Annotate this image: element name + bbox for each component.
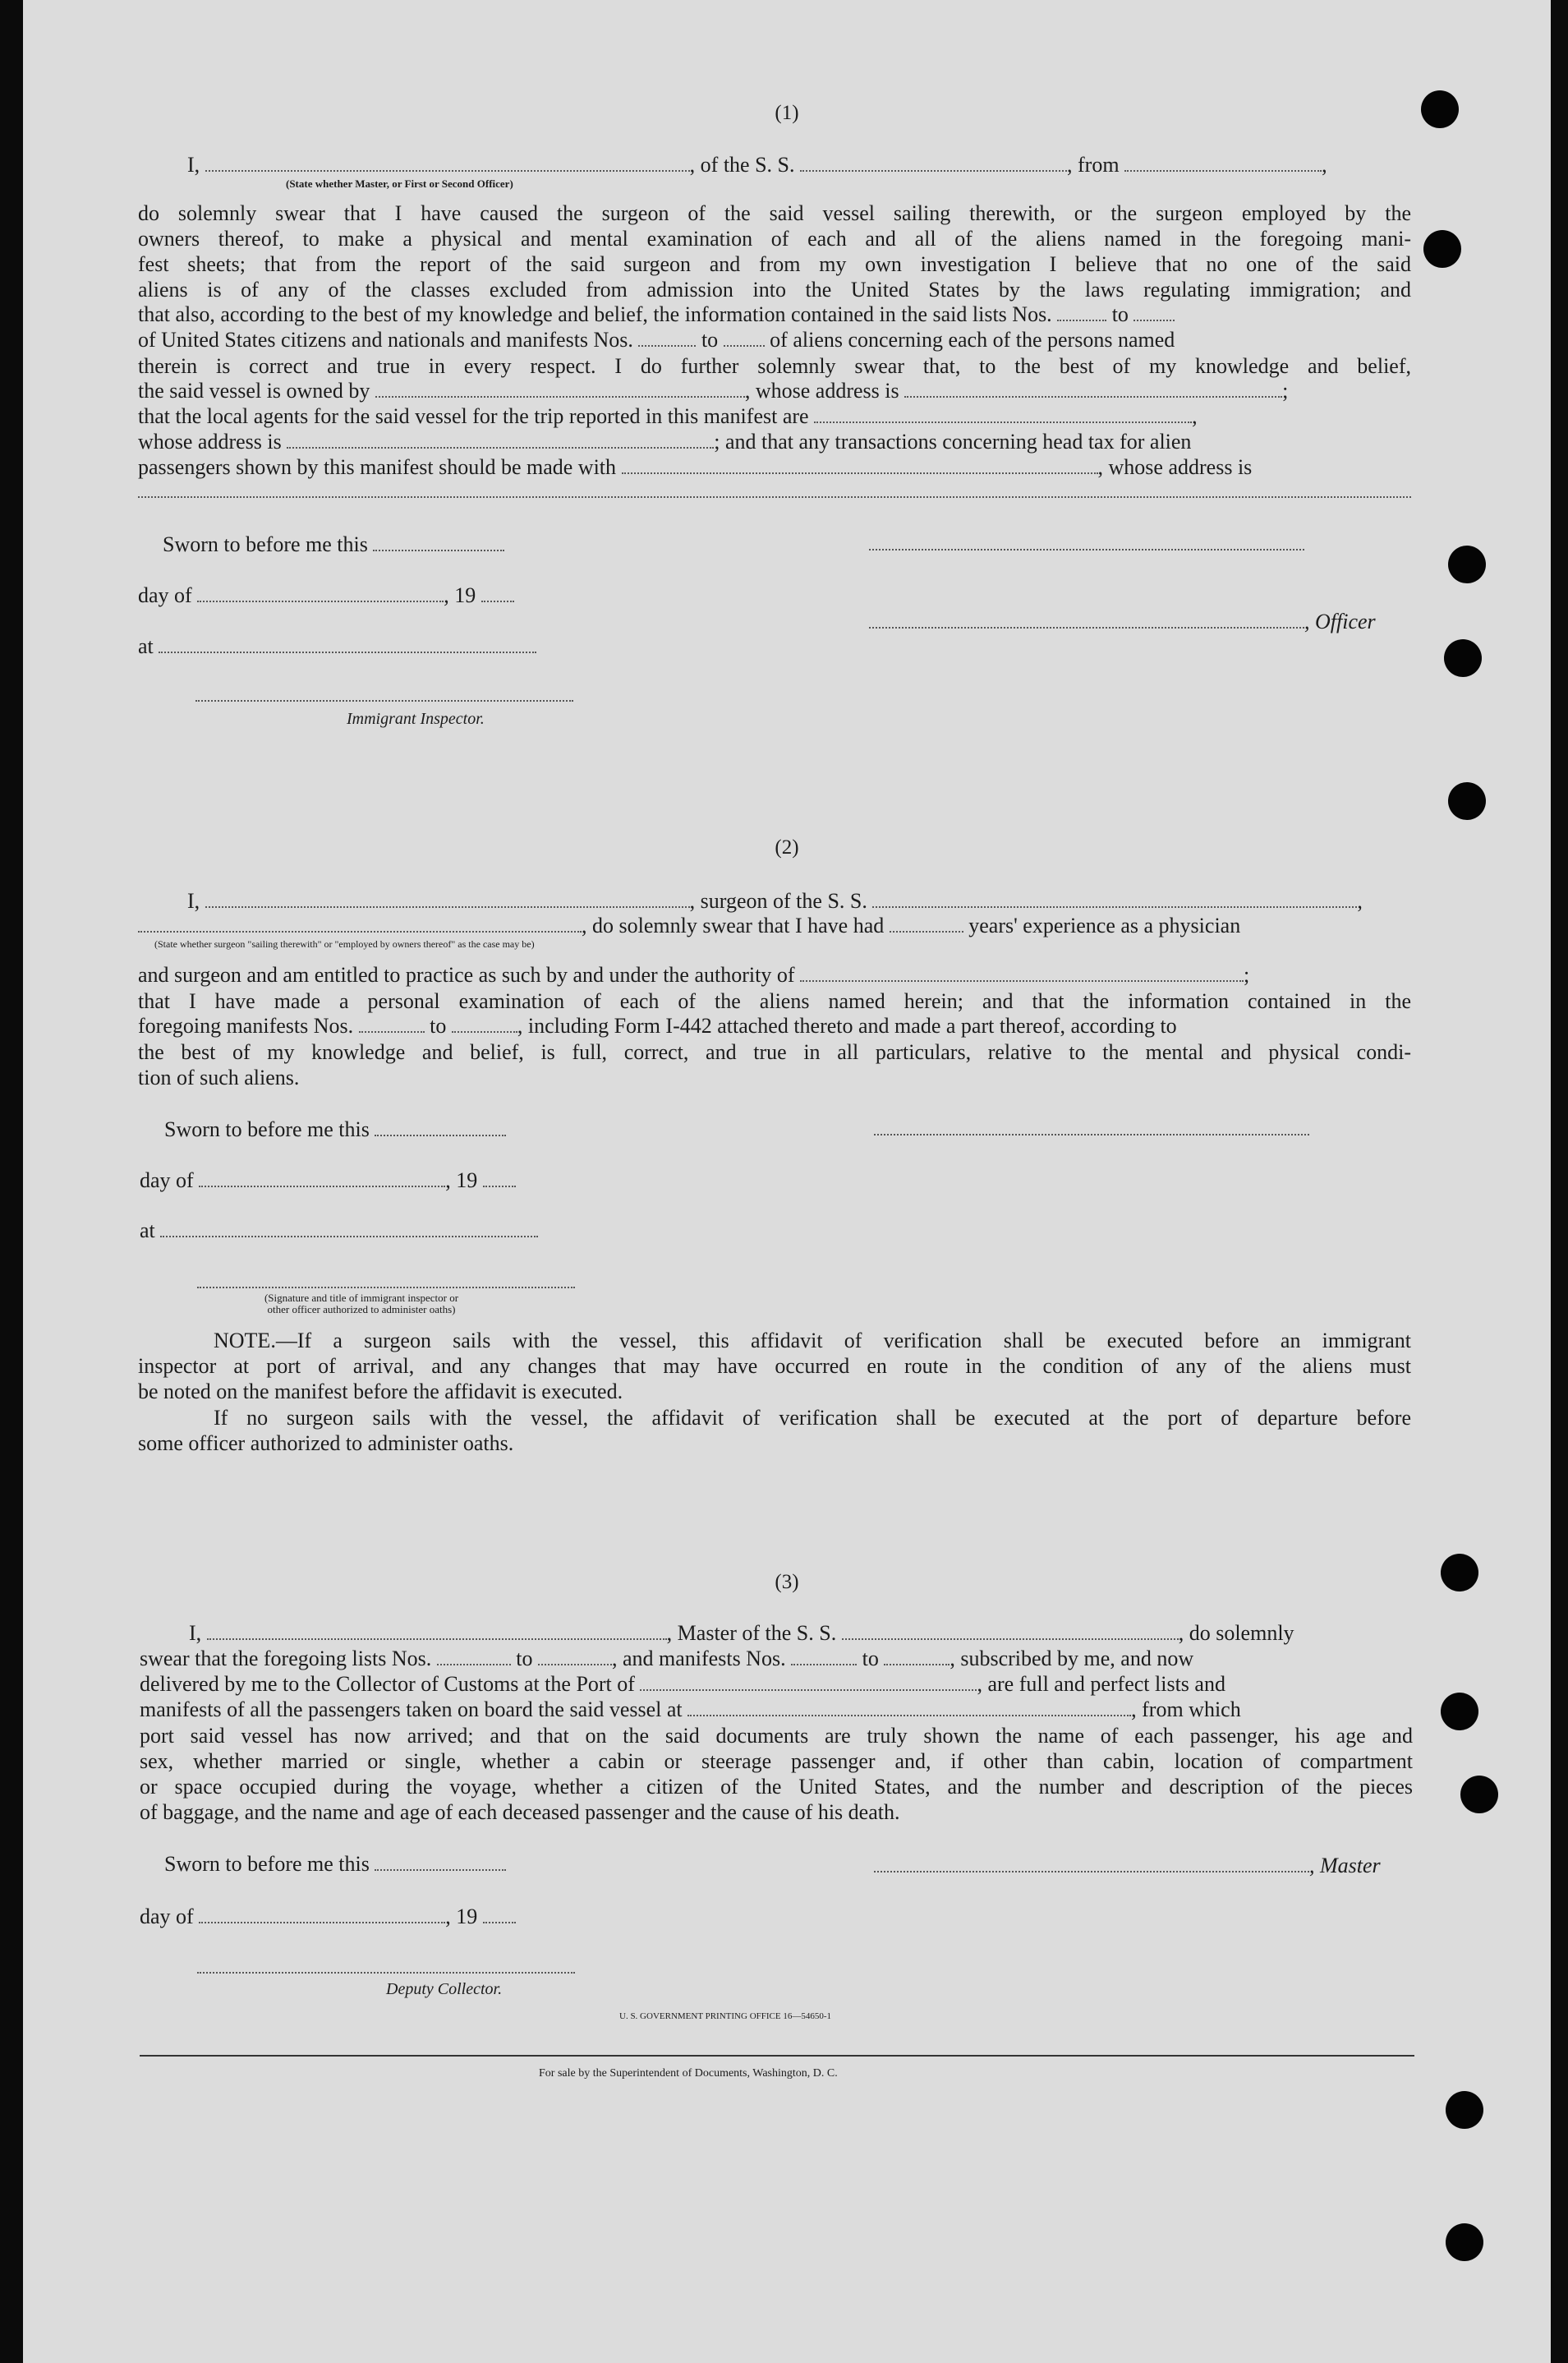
s2-surgeon-line — [187, 889, 1363, 914]
s2-sig-note-line: other officer authorized to administer oaths) — [267, 1303, 456, 1315]
s2-ship-field[interactable] — [872, 890, 1357, 908]
s1-i-label: I, — [187, 153, 200, 177]
s3-boarded-tail: , from which — [1131, 1697, 1241, 1721]
s3-master-signature-line — [874, 1854, 1381, 1878]
s1-owner-field[interactable] — [375, 380, 745, 398]
s2-year-label: , 19 — [445, 1168, 478, 1192]
s2-note-text: If a surgeon sails with the vessel, this affidavit of verification shall be executed before an immigrant — [297, 1329, 1411, 1352]
s1-para-line: aliens is of any of the classes excluded from admission into the United States by the laws regulating immigration; and — [138, 278, 1411, 302]
s2-sig-note-line: (Signature and title of immigrant inspector or — [264, 1292, 459, 1304]
s1-day-line — [138, 583, 514, 608]
s2-note-label: NOTE.— — [214, 1329, 297, 1352]
s1-para-line: do solemnly swear that I have caused the surgeon of the said vessel sailing therewith, or the surgeon employed by the — [138, 201, 1411, 225]
s1-head-tax-contact-field[interactable] — [622, 456, 1098, 474]
s2-sworn-line — [164, 1117, 506, 1142]
s3-sworn-text: Sworn to before me this — [164, 1852, 370, 1876]
s2-authority-end: ; — [1244, 963, 1250, 987]
s1-para-line: owners thereof, to make a physical and mental examination of each and all of the aliens named in the foregoing mani- — [138, 227, 1411, 251]
s1-lists-to: to — [1111, 302, 1129, 326]
s1-officer-signature-line — [869, 610, 1376, 634]
s2-para-line: the best of my knowledge and belief, is full, correct, and true in all particulars, relative to the mental and physical condi- — [138, 1040, 1411, 1064]
s2-note — [138, 1328, 1411, 1404]
s2-surgeon-note: (State whether surgeon "sailing therewith" or "employed by owners thereof" as the case may be) — [154, 938, 535, 950]
s3-paragraph — [140, 1723, 1413, 1825]
s1-from-field[interactable] — [1124, 154, 1322, 172]
s2-at-line — [140, 1218, 538, 1243]
s2-at-label: at — [140, 1218, 155, 1242]
s1-sworn-field[interactable] — [373, 533, 504, 551]
s1-year-label: , 19 — [444, 583, 476, 607]
s3-boarded-line — [140, 1697, 1241, 1722]
s2-manifests-to-field[interactable] — [452, 1015, 517, 1033]
s1-correct-text: therein is correct and true in every respect. I do further solemnly swear that, to the best of my knowledge and belief, — [138, 354, 1411, 378]
s1-manifests-line — [138, 328, 1175, 352]
binder-hole — [1446, 2223, 1483, 2261]
s3-year-field[interactable] — [483, 1905, 516, 1923]
s3-day-field[interactable] — [199, 1905, 445, 1923]
sale-notice: For sale by the Superintendent of Documents, Washington, D. C. — [539, 2067, 838, 2080]
s3-year-label: , 19 — [445, 1905, 478, 1928]
s3-port-line — [140, 1672, 1225, 1697]
s1-inspector-signature-field[interactable] — [195, 700, 573, 702]
s2-surgeon-label: , surgeon of the S. S. — [689, 889, 867, 913]
s1-manifests-from-field[interactable] — [638, 329, 696, 347]
s2-form-tail: , including Form I-442 attached thereto and made a part thereof, according to — [517, 1014, 1177, 1038]
s2-note2-text: If no surgeon sails with the vessel, the affidavit of verification shall be executed at the port of departure before — [214, 1406, 1411, 1430]
s2-paragraph — [138, 988, 1411, 1014]
s1-passengers-text: passengers shown by this manifest should be made with — [138, 455, 617, 479]
s1-head-tax-text: ; and that any transactions concerning head tax for alien — [714, 430, 1192, 454]
s2-manifests-from-field[interactable] — [359, 1015, 425, 1033]
s3-para-line: port said vessel has now arrived; and that on the said documents are truly shown the name of each passenger, his age and — [140, 1724, 1413, 1748]
s1-officer-signature-field[interactable] — [869, 610, 1304, 629]
s3-lists-text: swear that the foregoing lists Nos. — [140, 1647, 432, 1670]
s2-surgeon-name-field[interactable] — [205, 890, 690, 908]
s2-inspector-signature-field[interactable] — [197, 1287, 575, 1288]
s1-signature-field[interactable] — [869, 549, 1304, 550]
s3-port-tail: , are full and perfect lists and — [977, 1672, 1225, 1696]
s3-boarded-at-field[interactable] — [687, 1698, 1131, 1716]
s1-year-field[interactable] — [481, 584, 514, 602]
s1-sworn-text: Sworn to before me this — [163, 532, 368, 556]
section-3-number: (3) — [775, 1571, 799, 1593]
s2-authority-line — [138, 963, 1249, 988]
s3-manifests-to: to — [862, 1647, 879, 1670]
s1-passengers-address-label: , whose address is — [1097, 455, 1253, 479]
s1-officer-field[interactable] — [205, 154, 690, 172]
s3-collector-signature-field[interactable] — [197, 1972, 575, 1974]
s1-owned-end: ; — [1282, 379, 1289, 403]
s1-owner-address-field[interactable] — [904, 380, 1282, 398]
s3-subscribed-text: , subscribed by me, and now — [950, 1647, 1194, 1670]
s3-lists-to-field[interactable] — [538, 1647, 612, 1665]
s3-master-name-field[interactable] — [207, 1622, 667, 1640]
s3-master-signature-field[interactable] — [874, 1854, 1309, 1872]
s1-para-line: fest sheets; that from the report of the said surgeon and from my own investigation I believe that no one of the said — [138, 252, 1411, 276]
s1-address-text: whose address is — [138, 430, 282, 454]
s1-paragraph — [138, 200, 1411, 302]
s3-lists-from-field[interactable] — [437, 1647, 511, 1665]
s2-form-to: to — [430, 1014, 447, 1038]
s3-port-field[interactable] — [640, 1673, 977, 1691]
printing-office-line: U. S. GOVERNMENT PRINTING OFFICE 16—54650-1 — [619, 2011, 832, 2021]
s2-swear-text: , do solemnly swear that I have had — [582, 914, 885, 937]
s1-owner-address-label: , whose address is — [744, 379, 899, 403]
s1-officer-line — [187, 153, 1327, 177]
s2-note2-line — [138, 1405, 1411, 1430]
s1-lists-text: that also, according to the best of my knowledge and belief, the information contained in the said lists Nos. — [138, 302, 1052, 326]
s1-lists-line — [138, 302, 1411, 327]
s1-correct-line — [138, 353, 1411, 379]
s2-note-line — [138, 1328, 1411, 1353]
s1-agents-text: that the local agents for the said vessel for the trip reported in this manifest are — [138, 404, 809, 428]
s3-manifests-text: , and manifests Nos. — [612, 1647, 786, 1670]
s2-signature-field[interactable] — [874, 1134, 1309, 1135]
binder-hole — [1441, 1693, 1478, 1730]
s3-port-text: delivered by me to the Collector of Customs at the Port of — [140, 1672, 635, 1696]
s2-signature-note — [197, 1292, 526, 1315]
s2-day-label: day of — [140, 1168, 194, 1192]
s1-agents-end: , — [1192, 404, 1198, 428]
binder-hole — [1460, 1776, 1498, 1813]
s1-lists-from-field[interactable] — [1057, 303, 1106, 321]
s2-experience-text: years' experience as a physician — [968, 914, 1241, 937]
binder-hole — [1446, 2091, 1483, 2129]
s1-of-ss-label: , of the S. S. — [689, 153, 795, 177]
s1-agents-line — [138, 404, 1198, 429]
binder-hole — [1448, 546, 1486, 583]
s3-line1-end: , do solemnly — [1178, 1621, 1294, 1645]
s1-lists-to-field[interactable] — [1133, 303, 1175, 321]
s1-address-continuation-field[interactable] — [138, 496, 1411, 498]
section-2-number: (2) — [775, 836, 799, 859]
s3-day-label: day of — [140, 1905, 194, 1928]
s1-agent-address-field[interactable] — [287, 431, 714, 449]
s2-authority-text: and surgeon and am entitled to practice as such by and under the authority of — [138, 963, 795, 987]
s1-address-line — [138, 430, 1191, 454]
s1-at-field[interactable] — [159, 635, 536, 653]
s2-day-field[interactable] — [199, 1169, 445, 1187]
s2-sworn-text: Sworn to before me this — [164, 1117, 370, 1141]
s1-manifests-to-field[interactable] — [724, 329, 765, 347]
s1-owned-line — [138, 379, 1288, 403]
s2-form-line — [138, 1014, 1177, 1039]
s2-sworn-field[interactable] — [375, 1118, 506, 1136]
s1-sworn-line — [163, 532, 504, 557]
s1-agents-field[interactable] — [814, 405, 1192, 423]
s3-day-line — [140, 1905, 516, 1929]
s2-surgeon-status-field[interactable] — [138, 914, 582, 933]
s3-collector-label: Deputy Collector. — [386, 1980, 503, 1998]
s1-day-field[interactable] — [197, 584, 444, 602]
s2-experience-line — [138, 914, 1240, 938]
s1-at-line — [138, 634, 536, 659]
s1-owned-text: the said vessel is owned by — [138, 379, 370, 403]
s3-master-label: , Master of the S. S. — [666, 1621, 837, 1645]
s3-sworn-field[interactable] — [375, 1853, 506, 1871]
s3-master-sig-label: , Master — [1309, 1854, 1381, 1877]
s3-para-line: or space occupied during the voyage, whether a citizen of the United States, and the number and description of the pieces — [140, 1775, 1413, 1799]
s2-years-field[interactable] — [890, 914, 963, 933]
s2-para-line: that I have made a personal examination of each of the aliens named herein; and that the information contained in the — [138, 989, 1411, 1013]
s1-from-label: , from — [1067, 153, 1120, 177]
s1-officer-note: (State whether Master, or First or Second Officer) — [286, 177, 513, 190]
s2-note-line: inspector at port of arrival, and any changes that may have occurred en route in the condition of any of the aliens must — [138, 1354, 1411, 1378]
s3-boarded-text: manifests of all the passengers taken on board the said vessel at — [140, 1697, 683, 1721]
form-page — [23, 0, 1551, 2363]
s1-manifests-tail: of aliens concerning each of the persons named — [770, 328, 1175, 352]
s2-paragraph-2 — [138, 1039, 1411, 1090]
s3-para-line: sex, whether married or single, whether a cabin or steerage passenger and, if other than cabin, location of compartment — [140, 1749, 1413, 1773]
s2-para-line: tion of such aliens. — [138, 1066, 300, 1089]
s1-passengers-line — [138, 455, 1252, 480]
s3-para-line: of baggage, and the name and age of each deceased passenger and the cause of his death. — [140, 1800, 900, 1824]
s1-at-label: at — [138, 634, 154, 658]
s3-master-line — [189, 1621, 1294, 1646]
s2-authority-field[interactable] — [800, 964, 1244, 982]
s2-form-text: foregoing manifests Nos. — [138, 1014, 354, 1038]
section-1-number: (1) — [775, 102, 799, 124]
s2-year-field[interactable] — [483, 1169, 516, 1187]
s3-lists-to: to — [516, 1647, 533, 1670]
s3-i-label: I, — [189, 1621, 202, 1645]
binder-hole — [1423, 230, 1461, 268]
s3-manifests-to-field[interactable] — [884, 1647, 950, 1665]
s2-i-label: I, — [187, 889, 200, 913]
s2-note-line: be noted on the manifest before the affidavit is executed. — [138, 1380, 623, 1403]
s1-officer-label: , Officer — [1304, 610, 1376, 633]
s3-sworn-line — [164, 1852, 506, 1877]
s3-manifests-from-field[interactable] — [791, 1647, 857, 1665]
binder-hole — [1444, 639, 1482, 677]
s3-lists-line — [140, 1647, 1193, 1671]
s2-day-line — [140, 1168, 516, 1193]
s2-at-field[interactable] — [160, 1219, 538, 1237]
s2-line1-end: , — [1357, 889, 1363, 913]
s2-note-2 — [138, 1405, 1411, 1456]
s1-ship-field[interactable] — [800, 154, 1067, 172]
s1-inspector-label: Immigrant Inspector. — [347, 710, 485, 728]
s1-day-label: day of — [138, 583, 192, 607]
s3-ship-field[interactable] — [842, 1622, 1179, 1640]
s2-note2-line: some officer authorized to administer oaths. — [138, 1431, 514, 1455]
s1-line1-end: , — [1322, 153, 1327, 177]
s1-manifests-to: to — [701, 328, 719, 352]
binder-hole — [1448, 782, 1486, 820]
s1-manifests-text: of United States citizens and nationals and manifests Nos. — [138, 328, 633, 352]
footer-rule — [140, 2055, 1414, 2057]
